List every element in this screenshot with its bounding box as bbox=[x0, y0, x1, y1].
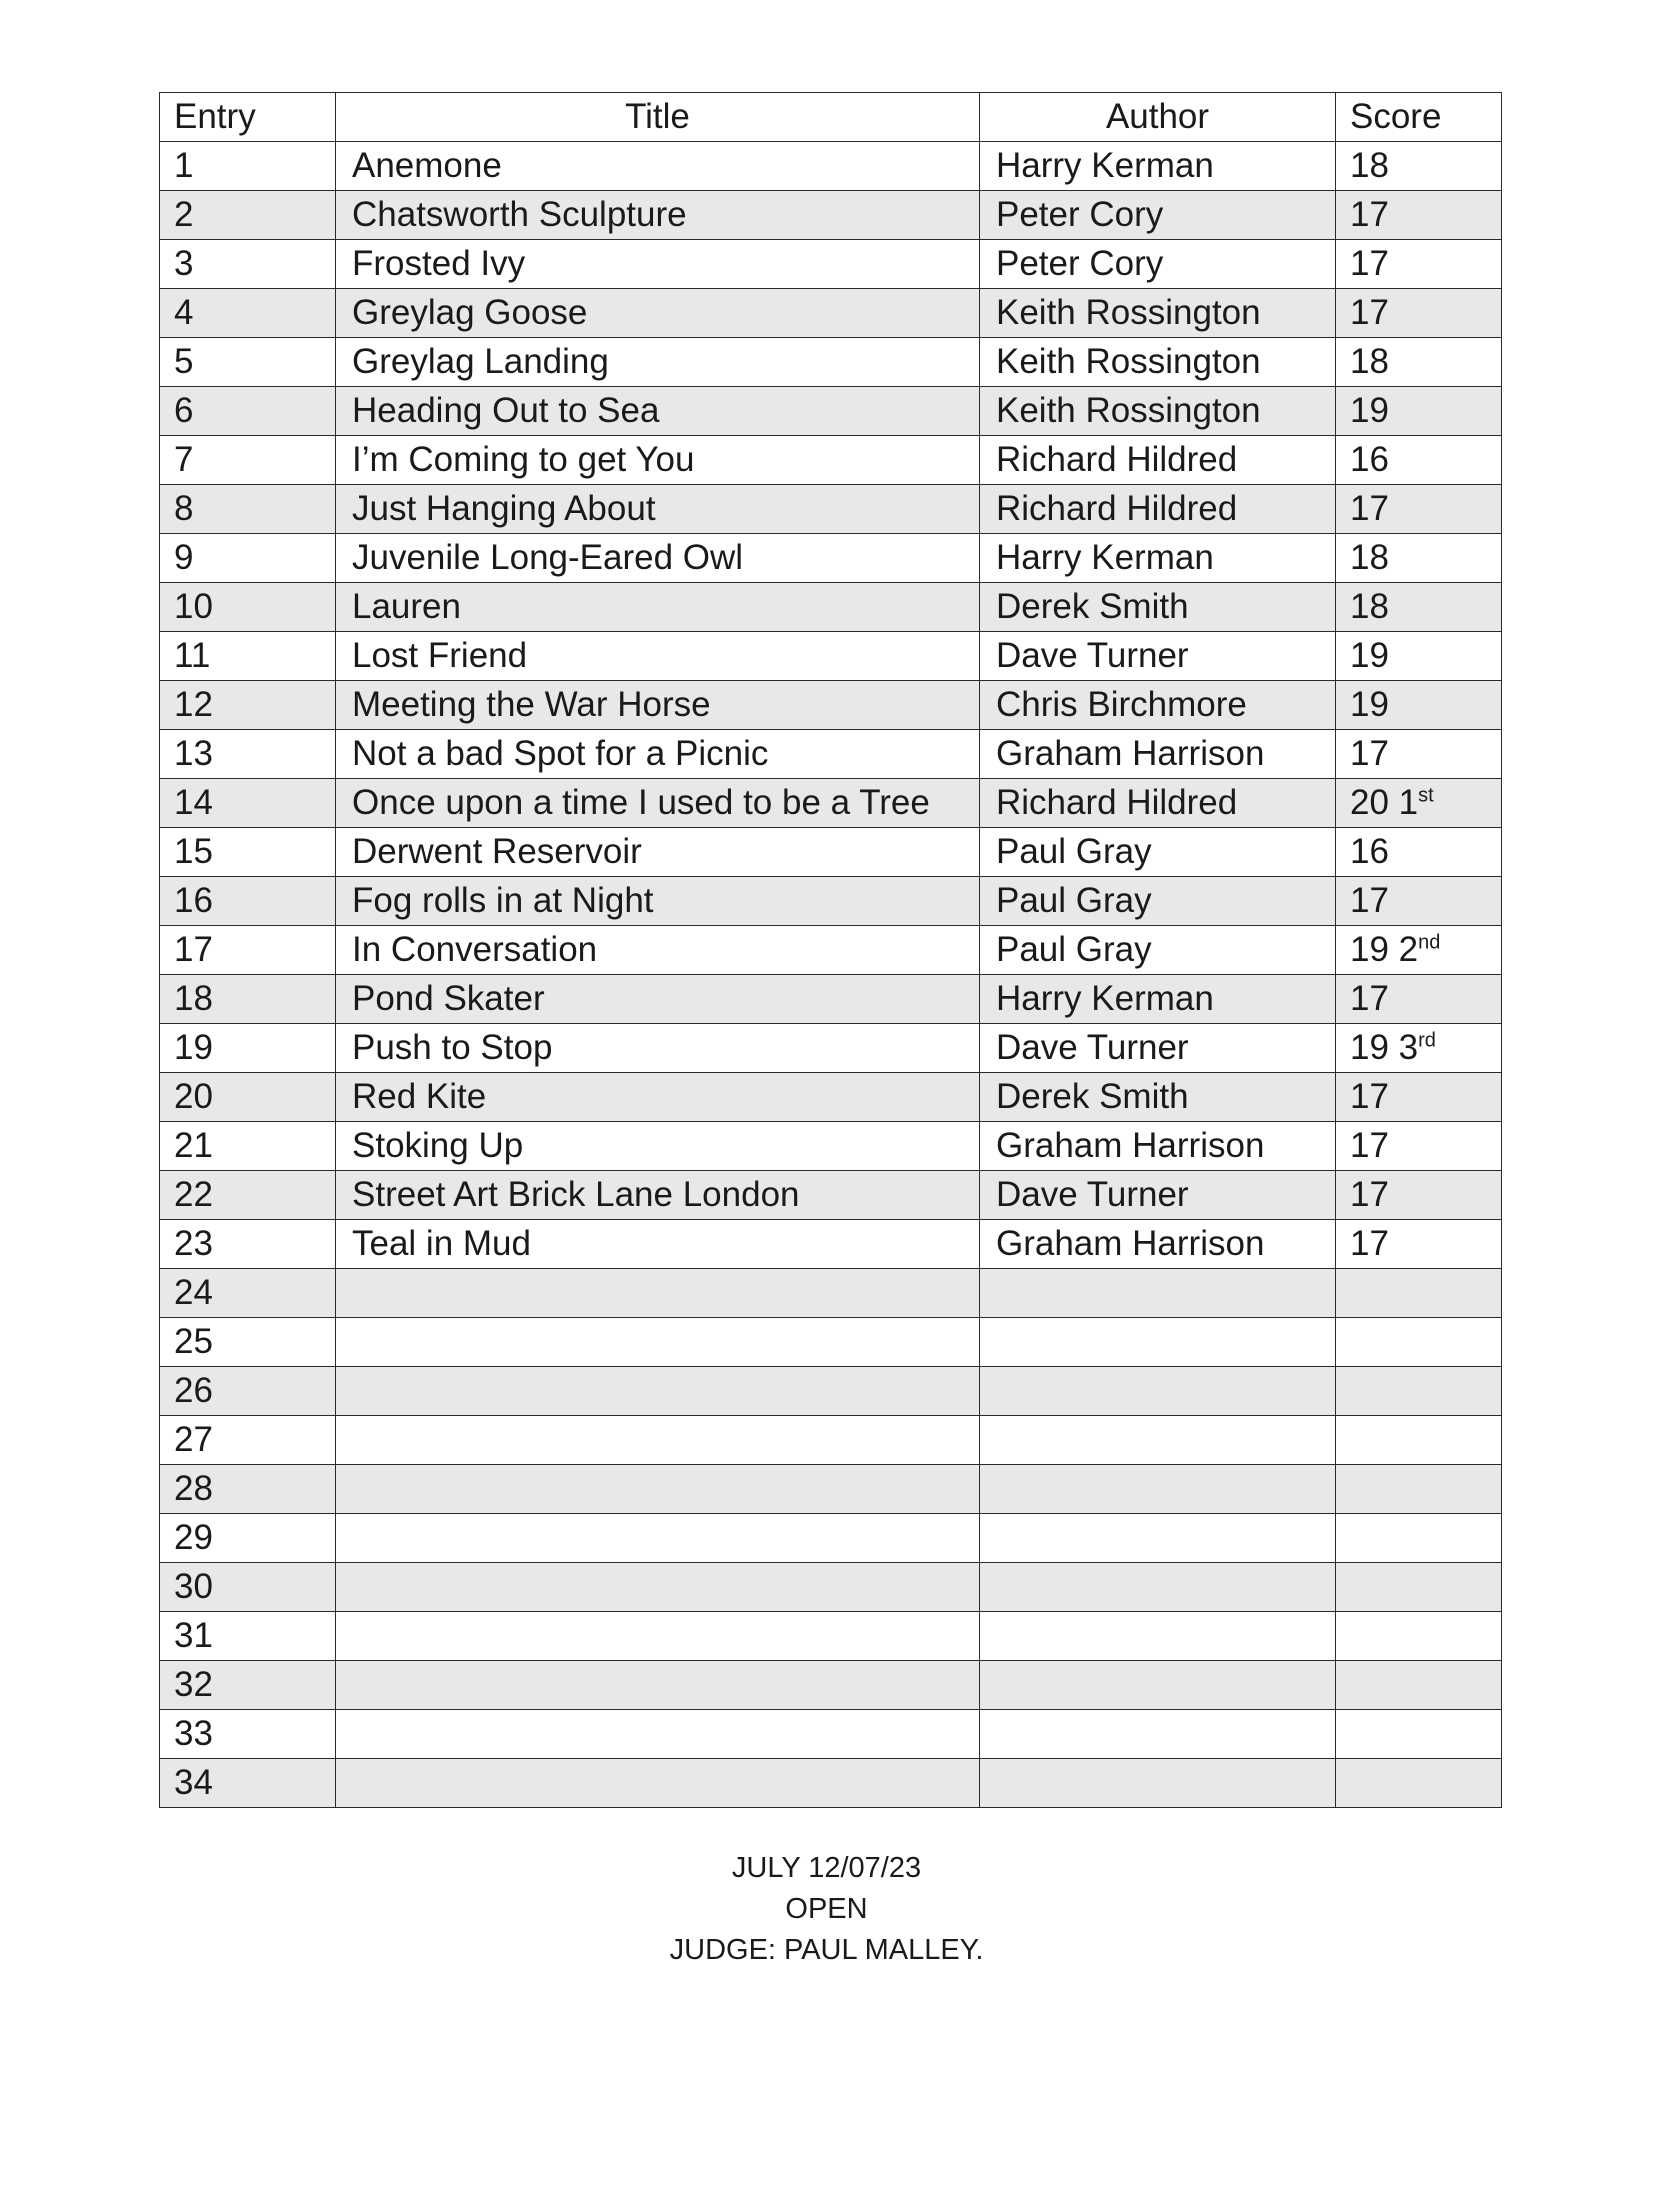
table-row bbox=[160, 1073, 1502, 1122]
title-cell: In Conversation bbox=[336, 926, 980, 975]
title-cell: Not a bad Spot for a Picnic bbox=[336, 730, 980, 779]
entry-cell: 3 bbox=[160, 240, 336, 289]
place-number: 1 bbox=[1398, 783, 1419, 822]
author-cell: Harry Kerman bbox=[980, 975, 1336, 1024]
header-entry: Entry bbox=[160, 93, 336, 142]
score-value: 18 bbox=[1350, 146, 1389, 185]
table-row bbox=[160, 191, 1502, 240]
score-value: 18 bbox=[1350, 587, 1389, 626]
table-row bbox=[160, 485, 1502, 534]
title-cell: Meeting the War Horse bbox=[336, 681, 980, 730]
score-value: 17 bbox=[1350, 1224, 1389, 1263]
score-value: 20 bbox=[1350, 783, 1389, 822]
score-cell bbox=[1336, 1171, 1502, 1220]
table-row bbox=[160, 632, 1502, 681]
entry-cell: 32 bbox=[160, 1661, 336, 1710]
table-row bbox=[160, 1122, 1502, 1171]
title-cell: Heading Out to Sea bbox=[336, 387, 980, 436]
table-row bbox=[160, 1024, 1502, 1073]
entry-cell: 28 bbox=[160, 1465, 336, 1514]
entry-cell: 13 bbox=[160, 730, 336, 779]
title-cell bbox=[336, 1465, 980, 1514]
score-value: 16 bbox=[1350, 440, 1389, 479]
entry-cell: 18 bbox=[160, 975, 336, 1024]
entry-cell: 4 bbox=[160, 289, 336, 338]
entry-cell: 15 bbox=[160, 828, 336, 877]
table-row bbox=[160, 1710, 1502, 1759]
author-cell bbox=[980, 1759, 1336, 1808]
author-cell: Harry Kerman bbox=[980, 142, 1336, 191]
score-cell bbox=[1336, 1024, 1502, 1073]
header-score: Score bbox=[1336, 93, 1502, 142]
entry-cell: 31 bbox=[160, 1612, 336, 1661]
score-cell bbox=[1336, 534, 1502, 583]
author-cell bbox=[980, 1367, 1336, 1416]
title-cell: Once upon a time I used to be a Tree bbox=[336, 779, 980, 828]
author-cell: Graham Harrison bbox=[980, 1220, 1336, 1269]
title-cell: Greylag Landing bbox=[336, 338, 980, 387]
score-value: 17 bbox=[1350, 1077, 1389, 1116]
author-cell: Graham Harrison bbox=[980, 730, 1336, 779]
score-cell bbox=[1336, 926, 1502, 975]
author-cell: Richard Hildred bbox=[980, 779, 1336, 828]
entry-cell: 23 bbox=[160, 1220, 336, 1269]
title-cell: Red Kite bbox=[336, 1073, 980, 1122]
score-value: 18 bbox=[1350, 538, 1389, 577]
title-cell: Just Hanging About bbox=[336, 485, 980, 534]
score-cell bbox=[1336, 191, 1502, 240]
entry-cell: 19 bbox=[160, 1024, 336, 1073]
score-cell bbox=[1336, 632, 1502, 681]
table-row bbox=[160, 1171, 1502, 1220]
title-cell bbox=[336, 1514, 980, 1563]
score-cell bbox=[1336, 142, 1502, 191]
score-value: 17 bbox=[1350, 244, 1389, 283]
table-row bbox=[160, 730, 1502, 779]
table-row bbox=[160, 583, 1502, 632]
author-cell: Richard Hildred bbox=[980, 485, 1336, 534]
place-suffix: st bbox=[1418, 784, 1434, 807]
table-row bbox=[160, 1269, 1502, 1318]
author-cell bbox=[980, 1612, 1336, 1661]
author-cell: Derek Smith bbox=[980, 583, 1336, 632]
score-value: 19 bbox=[1350, 930, 1389, 969]
author-cell: Chris Birchmore bbox=[980, 681, 1336, 730]
footer-date: JULY 12/07/23 bbox=[731, 1852, 922, 1884]
title-cell: Lauren bbox=[336, 583, 980, 632]
table-row bbox=[160, 387, 1502, 436]
table-row bbox=[160, 1661, 1502, 1710]
score-value: 17 bbox=[1350, 734, 1389, 773]
author-cell: Richard Hildred bbox=[980, 436, 1336, 485]
author-cell bbox=[980, 1465, 1336, 1514]
score-cell bbox=[1336, 1073, 1502, 1122]
entry-cell: 11 bbox=[160, 632, 336, 681]
score-value: 17 bbox=[1350, 489, 1389, 528]
title-cell: Derwent Reservoir bbox=[336, 828, 980, 877]
score-value: 17 bbox=[1350, 1175, 1389, 1214]
score-cell bbox=[1336, 1318, 1502, 1367]
score-value: 19 bbox=[1350, 636, 1389, 675]
table-row bbox=[160, 240, 1502, 289]
table-row bbox=[160, 1318, 1502, 1367]
header-author: Author bbox=[980, 93, 1336, 142]
table-row bbox=[160, 975, 1502, 1024]
score-value: 17 bbox=[1350, 979, 1389, 1018]
table-row bbox=[160, 926, 1502, 975]
table-row bbox=[160, 1416, 1502, 1465]
title-cell bbox=[336, 1710, 980, 1759]
table-row bbox=[160, 1563, 1502, 1612]
score-cell bbox=[1336, 975, 1502, 1024]
entry-cell: 2 bbox=[160, 191, 336, 240]
title-cell bbox=[336, 1318, 980, 1367]
score-cell bbox=[1336, 779, 1502, 828]
entry-cell: 16 bbox=[160, 877, 336, 926]
place-suffix: rd bbox=[1418, 1029, 1436, 1052]
score-cell bbox=[1336, 1563, 1502, 1612]
author-cell: Graham Harrison bbox=[980, 1122, 1336, 1171]
score-cell bbox=[1336, 240, 1502, 289]
title-cell: I’m Coming to get You bbox=[336, 436, 980, 485]
author-cell: Harry Kerman bbox=[980, 534, 1336, 583]
title-cell: Pond Skater bbox=[336, 975, 980, 1024]
table-row bbox=[160, 828, 1502, 877]
entry-cell: 1 bbox=[160, 142, 336, 191]
score-cell bbox=[1336, 485, 1502, 534]
title-cell: Anemone bbox=[336, 142, 980, 191]
score-value: 19 bbox=[1350, 1028, 1389, 1067]
title-cell bbox=[336, 1367, 980, 1416]
score-cell bbox=[1336, 828, 1502, 877]
entry-cell: 30 bbox=[160, 1563, 336, 1612]
score-value: 16 bbox=[1350, 832, 1389, 871]
author-cell: Paul Gray bbox=[980, 828, 1336, 877]
title-cell bbox=[336, 1612, 980, 1661]
score-cell bbox=[1336, 583, 1502, 632]
entry-cell: 17 bbox=[160, 926, 336, 975]
entry-cell: 12 bbox=[160, 681, 336, 730]
entry-cell: 14 bbox=[160, 779, 336, 828]
entry-cell: 25 bbox=[160, 1318, 336, 1367]
author-cell bbox=[980, 1514, 1336, 1563]
table-row bbox=[160, 289, 1502, 338]
entry-cell: 10 bbox=[160, 583, 336, 632]
score-cell bbox=[1336, 1220, 1502, 1269]
title-cell: Frosted Ivy bbox=[336, 240, 980, 289]
score-value: 17 bbox=[1350, 195, 1389, 234]
author-cell: Paul Gray bbox=[980, 877, 1336, 926]
author-cell: Peter Cory bbox=[980, 191, 1336, 240]
table-row bbox=[160, 681, 1502, 730]
author-cell: Dave Turner bbox=[980, 1171, 1336, 1220]
score-cell bbox=[1336, 387, 1502, 436]
score-cell bbox=[1336, 1122, 1502, 1171]
title-cell: Lost Friend bbox=[336, 632, 980, 681]
entry-cell: 20 bbox=[160, 1073, 336, 1122]
author-cell bbox=[980, 1710, 1336, 1759]
table-row bbox=[160, 1612, 1502, 1661]
title-cell bbox=[336, 1563, 980, 1612]
table-row bbox=[160, 436, 1502, 485]
score-cell bbox=[1336, 1661, 1502, 1710]
title-cell: Chatsworth Sculpture bbox=[336, 191, 980, 240]
entry-cell: 5 bbox=[160, 338, 336, 387]
author-cell bbox=[980, 1318, 1336, 1367]
title-cell bbox=[336, 1759, 980, 1808]
footer-judge: JUDGE: PAUL MALLEY. bbox=[669, 1934, 984, 1966]
author-cell: Keith Rossington bbox=[980, 338, 1336, 387]
title-cell: Greylag Goose bbox=[336, 289, 980, 338]
title-cell: Push to Stop bbox=[336, 1024, 980, 1073]
score-cell bbox=[1336, 436, 1502, 485]
table-row bbox=[160, 877, 1502, 926]
score-cell bbox=[1336, 1465, 1502, 1514]
entry-cell: 7 bbox=[160, 436, 336, 485]
table-row bbox=[160, 1220, 1502, 1269]
entry-cell: 21 bbox=[160, 1122, 336, 1171]
table-row bbox=[160, 1759, 1502, 1808]
footer bbox=[0, 1848, 1653, 1971]
entry-cell: 33 bbox=[160, 1710, 336, 1759]
table-body bbox=[160, 142, 1502, 1808]
author-cell: Keith Rossington bbox=[980, 387, 1336, 436]
score-value: 19 bbox=[1350, 685, 1389, 724]
score-value: 19 bbox=[1350, 391, 1389, 430]
table-row bbox=[160, 1514, 1502, 1563]
author-cell bbox=[980, 1563, 1336, 1612]
score-value: 17 bbox=[1350, 881, 1389, 920]
author-cell bbox=[980, 1416, 1336, 1465]
score-cell bbox=[1336, 730, 1502, 779]
footer-category: OPEN bbox=[785, 1893, 868, 1925]
header-title: Title bbox=[336, 93, 980, 142]
header-row bbox=[160, 93, 1502, 142]
title-cell: Stoking Up bbox=[336, 1122, 980, 1171]
entry-cell: 6 bbox=[160, 387, 336, 436]
entry-cell: 8 bbox=[160, 485, 336, 534]
entry-cell: 29 bbox=[160, 1514, 336, 1563]
entry-cell: 24 bbox=[160, 1269, 336, 1318]
entry-cell: 27 bbox=[160, 1416, 336, 1465]
author-cell: Dave Turner bbox=[980, 632, 1336, 681]
author-cell bbox=[980, 1269, 1336, 1318]
score-cell bbox=[1336, 1710, 1502, 1759]
score-value: 17 bbox=[1350, 1126, 1389, 1165]
title-cell bbox=[336, 1661, 980, 1710]
table-row bbox=[160, 779, 1502, 828]
score-cell bbox=[1336, 877, 1502, 926]
table-row bbox=[160, 142, 1502, 191]
score-cell bbox=[1336, 681, 1502, 730]
score-cell bbox=[1336, 289, 1502, 338]
score-value: 18 bbox=[1350, 342, 1389, 381]
entry-cell: 9 bbox=[160, 534, 336, 583]
title-cell: Street Art Brick Lane London bbox=[336, 1171, 980, 1220]
place-number: 3 bbox=[1398, 1028, 1419, 1067]
score-cell bbox=[1336, 338, 1502, 387]
title-cell: Juvenile Long-Eared Owl bbox=[336, 534, 980, 583]
score-value: 17 bbox=[1350, 293, 1389, 332]
table-row bbox=[160, 1367, 1502, 1416]
author-cell: Keith Rossington bbox=[980, 289, 1336, 338]
title-cell: Fog rolls in at Night bbox=[336, 877, 980, 926]
title-cell bbox=[336, 1269, 980, 1318]
results-table bbox=[159, 92, 1502, 1808]
score-cell bbox=[1336, 1612, 1502, 1661]
author-cell: Paul Gray bbox=[980, 926, 1336, 975]
entry-cell: 34 bbox=[160, 1759, 336, 1808]
score-cell bbox=[1336, 1367, 1502, 1416]
entry-cell: 22 bbox=[160, 1171, 336, 1220]
score-cell bbox=[1336, 1416, 1502, 1465]
score-cell bbox=[1336, 1759, 1502, 1808]
title-cell: Teal in Mud bbox=[336, 1220, 980, 1269]
place-suffix: nd bbox=[1418, 931, 1441, 954]
table-row bbox=[160, 1465, 1502, 1514]
author-cell: Derek Smith bbox=[980, 1073, 1336, 1122]
table-row bbox=[160, 338, 1502, 387]
title-cell bbox=[336, 1416, 980, 1465]
place-number: 2 bbox=[1398, 930, 1419, 969]
score-cell bbox=[1336, 1514, 1502, 1563]
score-cell bbox=[1336, 1269, 1502, 1318]
table-row bbox=[160, 534, 1502, 583]
author-cell bbox=[980, 1661, 1336, 1710]
author-cell: Peter Cory bbox=[980, 240, 1336, 289]
author-cell: Dave Turner bbox=[980, 1024, 1336, 1073]
entry-cell: 26 bbox=[160, 1367, 336, 1416]
